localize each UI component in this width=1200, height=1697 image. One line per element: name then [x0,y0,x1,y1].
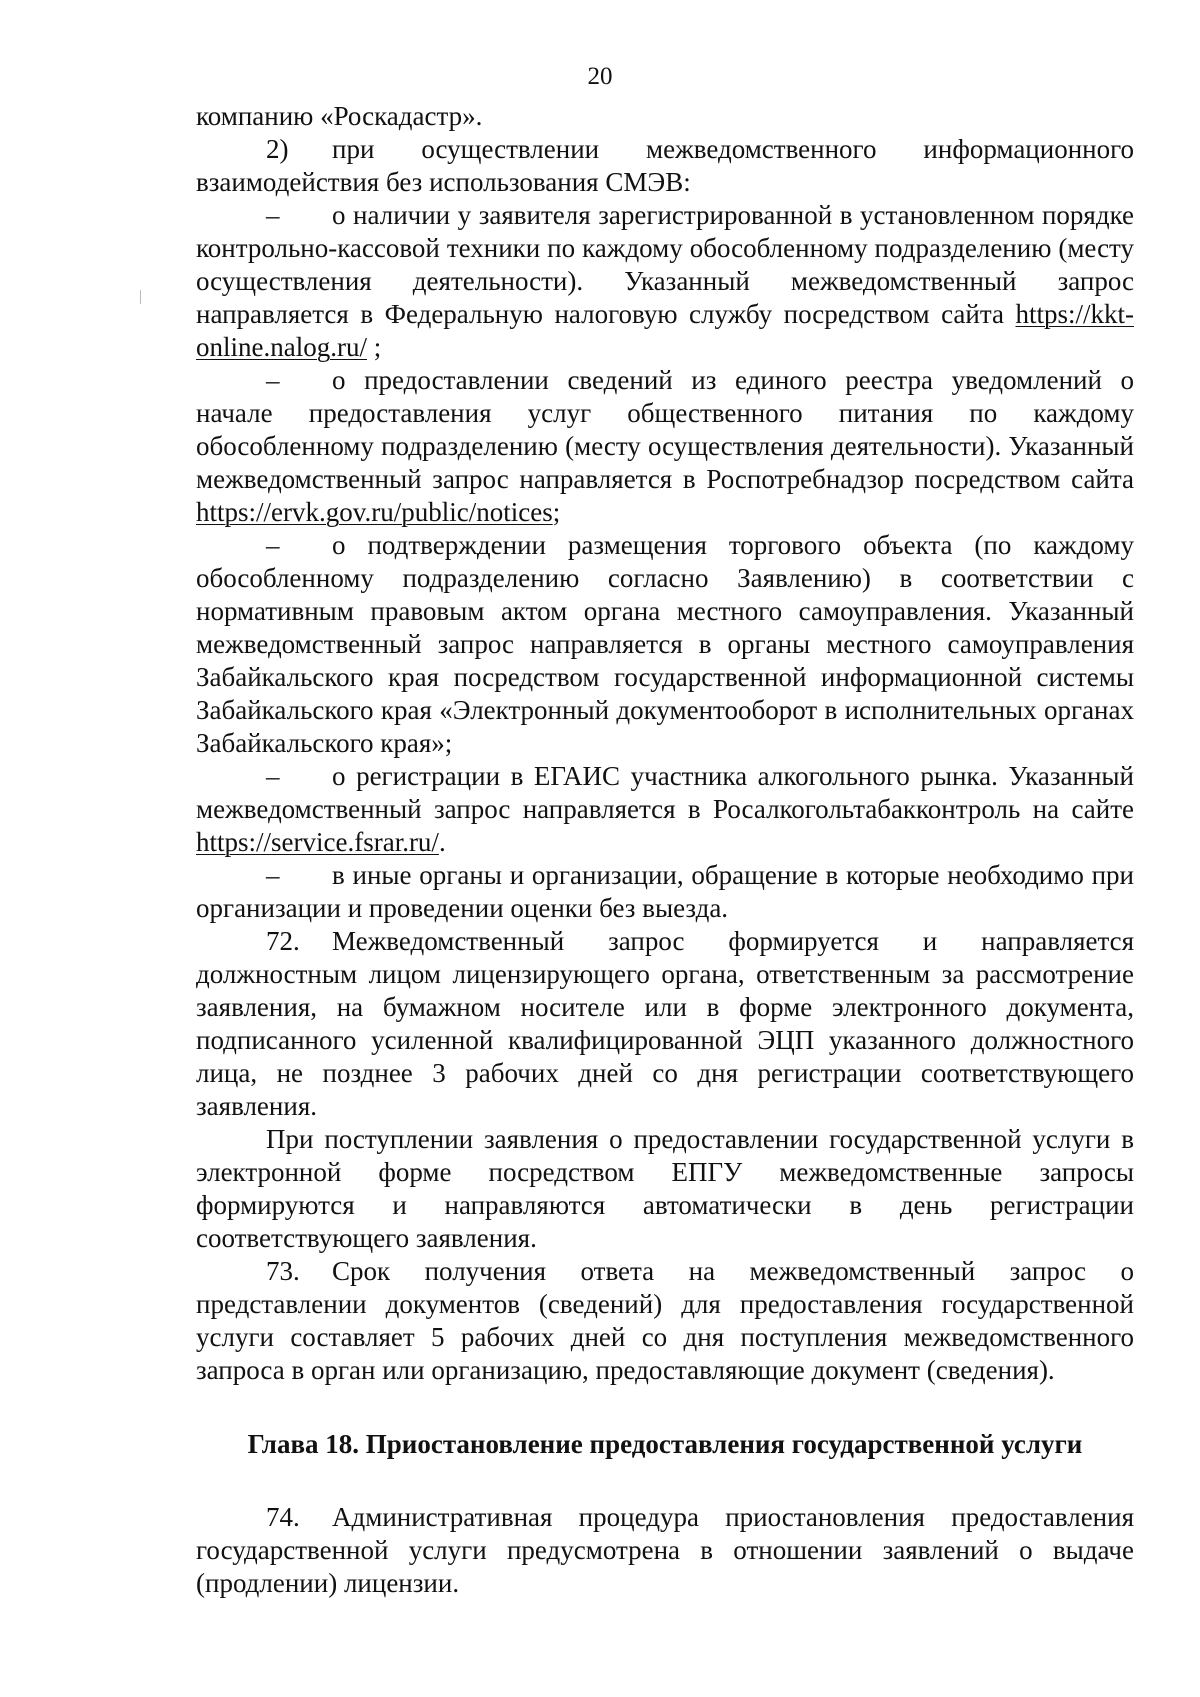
dash-item-tail: ; [552,497,561,527]
page-number: 20 [587,63,613,90]
dash-item-text: о подтверждении размещения торгового объекта (по каждому обособленному подразделению согласно Заявлению) в соответствии с нормативным правовым актом органа местного самоуправления. Указанный межведомственный запрос направляется в органы местного самоуправления Забайкальского края посредством государственной информационной системы Забайкальского края «Электронный документооборот в исполнительных органах Забайкальского края»; [196,530,1134,758]
dash-item-tail: ; [366,332,382,362]
dash-item-tail: . [438,827,446,857]
paragraph-number: 72. [266,926,300,956]
document-body [196,100,1134,1600]
dash-mark: – [266,200,280,230]
ervk-link[interactable]: https://ervk.gov.ru/public/notices [196,497,553,527]
paragraph-item-2 [196,133,1134,199]
dash-item-text: о регистрации в ЕГАИС участника алкогольного рынка. Указанный межведомственный запрос направляется в Росалкогольтабакконтроль на сайте [196,761,1134,824]
kkt-online-link[interactable]: https://kkt-online.nalog.ru/ [196,299,1134,362]
dash-mark: – [266,365,280,395]
scan-margin-mark [140,290,141,304]
chapter-heading: Глава 18. Приостановление предоставления государственной услуги [247,1429,1083,1459]
paragraph-72-epgu: При поступлении заявления о предоставлении государственной услуги в электронной форме посредством ЕПГУ межведомственные запросы формируются и направляются автоматически в день регистрации соответствующего заявления. [196,1124,1134,1253]
dash-item-other-bodies [196,859,1134,925]
dash-item-ervk [196,364,1134,529]
dash-mark: – [266,860,280,890]
paragraph-text: Срок получения ответа на межведомственный запрос о представлении документов (сведений) для предоставления государственной услуги составляет 5 рабочих дней со дня поступления межведомственного запроса в орган или организацию, предоставляющие документ (сведения). [196,1256,1134,1385]
dash-mark: – [266,761,280,791]
dash-item-text: в иные органы и организации, обращение в которые необходимо при организации и проведении оценки без выезда. [196,860,1134,923]
dash-item-text: о наличии у заявителя зарегистрированной в установленном порядке контрольно-кассовой техники по каждому обособленному подразделению (месту осуществления деятельности). Указанный межведомственный запрос направляется в Федеральную налоговую службу посредством сайта [196,200,1134,329]
paragraph-number: 74. [266,1502,300,1532]
item-number: 2) [266,134,289,164]
paragraph-number: 73. [266,1256,300,1286]
fsrar-link[interactable]: https://service.fsrar.ru/ [196,827,439,857]
dash-item-kkt [196,199,1134,364]
dash-item-trade-object [196,529,1134,760]
paragraph-73 [196,1255,1134,1387]
paragraph-72 [196,925,1134,1123]
paragraph-text: при осуществлении межведомственного информационного взаимодействия без использования СМЭВ: [196,134,1134,197]
dash-item-text: о предоставлении сведений из единого реестра уведомлений о начале предоставления услуг общественного питания по каждому обособленному подразделению (месту осуществления деятельности). Указанный межведомственный запрос направляется в Роспотребнадзор посредством сайта [196,365,1134,494]
paragraph-continuation: компанию «Роскадастр». [196,101,483,131]
paragraph-74 [196,1501,1134,1600]
dash-item-egais [196,760,1134,859]
paragraph-text: Межведомственный запрос формируется и направляется должностным лицом лицензирующего органа, ответственным за рассмотрение заявления, на бумажном носителе или в форме электронного документа, подписанного усиленной квалифицированной ЭЦП указанного должностного лица, не позднее 3 рабочих дней со дня регистрации соответствующего заявления. [196,926,1134,1121]
dash-mark: – [266,530,280,560]
paragraph-text: Административная процедура приостановления предоставления государственной услуги предусмотрена в отношении заявлений о выдаче (продлении) лицензии. [196,1502,1134,1598]
